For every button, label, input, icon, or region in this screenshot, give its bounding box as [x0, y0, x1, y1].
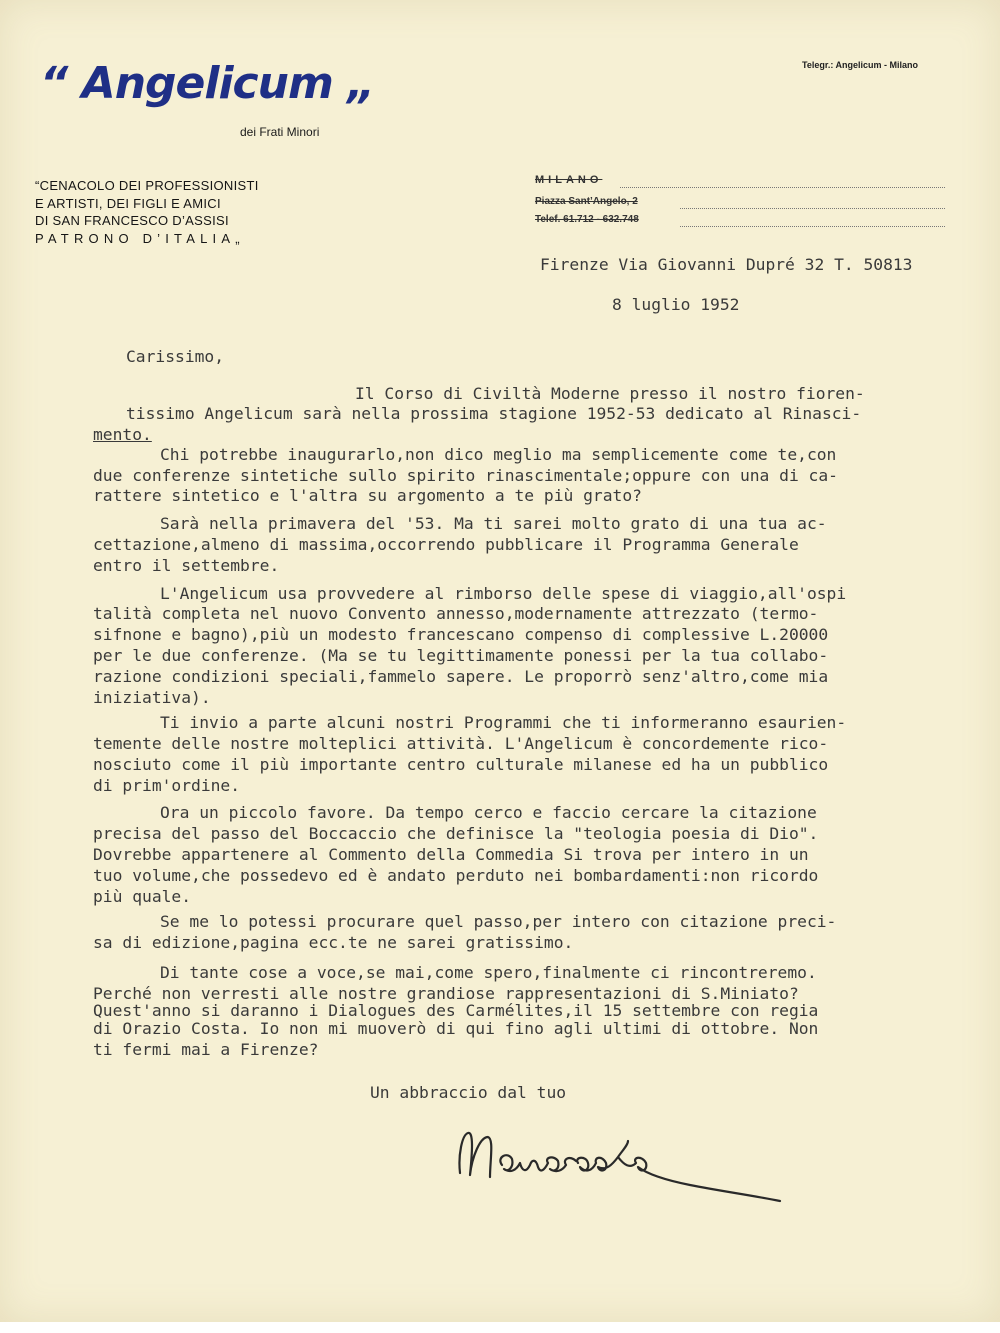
body-line: tissimo Angelicum sarà nella prossima stagione 1952-53 dedicato al Rinasci-	[126, 404, 862, 423]
letterhead-motto	[35, 177, 259, 247]
body-line: Quest'anno si daranno i Dialogues des Carmélites,il 15 settembre con regia	[93, 1001, 819, 1020]
body-line: Perché non verresti alle nostre grandiose rappresentazioni di S.Miniato?	[93, 984, 799, 1003]
body-line: temente delle nostre molteplici attività. L'Angelicum è concordemente rico-	[93, 734, 829, 753]
body-line: Ora un piccolo favore. Da tempo cerco e faccio cercare la citazione	[160, 803, 817, 822]
body-line: Chi potrebbe inaugurarlo,non dico meglio ma semplicemente come te,con	[160, 445, 837, 464]
body-line: razione condizioni speciali,fammelo sapere. Le proporrò senz'altro,come mia	[93, 667, 829, 686]
body-line: precisa del passo del Boccaccio che definisce la "teologia poesia di Dio".	[93, 824, 819, 843]
struck-address: Piazza Sant’Angelo, 2	[535, 196, 638, 207]
body-line: Dovrebbe appartenere al Commento della Commedia Si trova per intero in un	[93, 845, 809, 864]
body-line: Di tante cose a voce,se mai,come spero,finalmente ci rincontreremo.	[160, 963, 817, 982]
body-line: Ti invio a parte alcuni nostri Programmi che ti informeranno esaurien-	[160, 713, 847, 732]
motto-line: “CENACOLO DEI PROFESSIONISTI	[35, 178, 259, 193]
body-line: iniziativa).	[93, 688, 211, 707]
body-line: Sarà nella primavera del '53. Ma ti sarei molto grato di una tua ac-	[160, 514, 827, 533]
body-line: rattere sintetico e l'altra su argomento a te più grato?	[93, 486, 642, 505]
body-line: due conferenze sintetiche sullo spirito rinascimentale;oppure con una di ca-	[93, 466, 838, 485]
body-line: L'Angelicum usa provvedere al rimborso delle spese di viaggio,all'ospi	[160, 584, 847, 603]
motto-line: E ARTISTI, DEI FIGLI E AMICI	[35, 195, 221, 211]
sender-address: Firenze Via Giovanni Dupré 32 T. 50813	[540, 255, 913, 274]
dotted-line	[620, 187, 945, 188]
handwritten-signature	[450, 1115, 790, 1210]
body-line: Il Corso di Civiltà Moderne presso il nostro fioren-	[355, 384, 865, 403]
dotted-line	[680, 208, 945, 209]
closing: Un abbraccio dal tuo	[370, 1083, 567, 1102]
angelicum-logo: “ Angelicum „	[40, 58, 375, 109]
body-line: tuo volume,che possedevo ed è andato perduto nei bombardamenti:non ricordo	[93, 866, 819, 885]
body-line: di Orazio Costa. Io non mi muoverò di qui fino agli ultimi di ottobre. Non	[93, 1019, 819, 1038]
body-line: sa di edizione,pagina ecc.te ne sarei gratissimo.	[93, 933, 574, 952]
logo-subtitle: dei Frati Minori	[240, 125, 320, 139]
body-line: Se me lo potessi procurare quel passo,per intero con citazione preci-	[160, 912, 837, 931]
body-line: ti fermi mai a Firenze?	[93, 1040, 319, 1059]
letter-date: 8 luglio 1952	[612, 295, 740, 314]
body-line: entro il settembre.	[93, 556, 280, 575]
body-line: cettazione,almeno di massima,occorrendo pubblicare il Programma Generale	[93, 535, 799, 554]
struck-phone: Telef. 61.712 - 632.748	[535, 214, 639, 225]
motto-line: PATRONO D’ITALIA„	[35, 230, 245, 246]
body-line: sifnone e bagno),più un modesto francescano compenso di complessive L.20000	[93, 625, 829, 644]
body-line: più quale.	[93, 887, 192, 906]
motto-line: DI SAN FRANCESCO D’ASSISI	[35, 213, 229, 228]
body-line: mento.	[93, 425, 152, 444]
struck-city: MILANO	[535, 174, 603, 186]
body-line: per le due conferenze. (Ma se tu legittimamente ponessi per la tua collabo-	[93, 646, 829, 665]
dotted-line	[680, 226, 945, 227]
body-line: di prim'ordine.	[93, 776, 241, 795]
telegraph-address: Telegr.: Angelicum - Milano	[802, 60, 919, 70]
body-line: talità completa nel nuovo Convento annesso,modernamente attrezzato (termo-	[93, 604, 819, 623]
body-line: nosciuto come il più importante centro culturale milanese ed ha un pubblico	[93, 755, 829, 774]
salutation: Carissimo,	[126, 347, 225, 366]
